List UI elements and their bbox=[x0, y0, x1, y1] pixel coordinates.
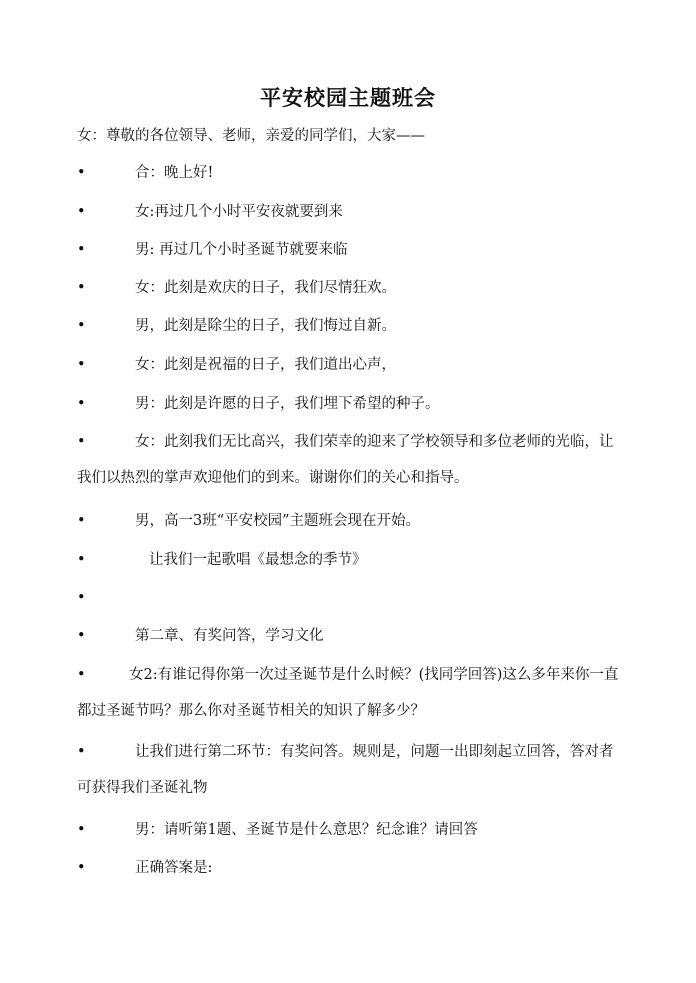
line-3 bbox=[77, 232, 622, 268]
line-5 bbox=[77, 308, 622, 344]
line-6 bbox=[77, 347, 622, 383]
bullet: • bbox=[77, 318, 86, 334]
line-10 bbox=[77, 542, 622, 578]
bullet: • bbox=[77, 280, 86, 296]
document-title: 平安校园主题班会 bbox=[260, 85, 436, 110]
line-9 bbox=[77, 503, 622, 539]
bullet: • bbox=[77, 434, 86, 450]
line-text: 女:再过几个小时平安夜就要到来 bbox=[135, 204, 343, 220]
bullet: • bbox=[77, 165, 86, 181]
bullet: • bbox=[77, 744, 86, 760]
bullet: • bbox=[77, 628, 86, 644]
bullet: • bbox=[77, 822, 86, 838]
line-1 bbox=[77, 155, 622, 191]
line-2 bbox=[77, 194, 622, 230]
bullet: • bbox=[77, 513, 86, 529]
line-8 bbox=[77, 424, 622, 496]
line-text: 女：此刻是祝福的日子，我们道出心声， bbox=[135, 357, 396, 373]
bullet: • bbox=[77, 667, 86, 683]
line-text: 女2:有谁记得你第一次过圣诞节是什么时候？(找同学回答)这么多年来你一直都过圣诞节吗？那么你对圣诞节相关的知识了解多少？ bbox=[77, 667, 619, 719]
bullet: • bbox=[77, 590, 86, 606]
line-text: 男，高一3班“平安校园”主题班会现在开始。 bbox=[135, 513, 421, 529]
line-12 bbox=[77, 618, 622, 654]
line-text: 男，此刻是除尘的日子，我们悔过自新。 bbox=[135, 318, 396, 334]
line-text: 正确答案是: bbox=[135, 860, 213, 876]
line-13 bbox=[77, 657, 622, 729]
line-text: 第二章、有奖问答，学习文化 bbox=[135, 628, 324, 644]
line-text: 合：晚上好! bbox=[135, 165, 214, 181]
bullet: • bbox=[77, 396, 86, 412]
bullet: • bbox=[77, 204, 86, 220]
line-16 bbox=[77, 850, 622, 886]
line-7 bbox=[77, 386, 622, 422]
bullet: • bbox=[77, 860, 86, 876]
line-text: 让我们一起歌唱《最想念的季节》 bbox=[149, 552, 367, 568]
line-text: 男：此刻是许愿的日子，我们埋下希望的种子。 bbox=[135, 396, 440, 412]
line-15 bbox=[77, 812, 622, 848]
line-4 bbox=[77, 270, 622, 306]
line-14 bbox=[77, 734, 622, 806]
line-text: 女：此刻我们无比高兴，我们荣幸的迎来了学校领导和多位老师的光临，让我们以热烈的掌声欢迎他们的到来。谢谢你们的关心和指导。 bbox=[77, 434, 614, 486]
line-text: 男: 再过几个小时圣诞节就要来临 bbox=[135, 242, 348, 258]
bullet: • bbox=[77, 357, 86, 373]
line-text: 女：此刻是欢庆的日子，我们尽情狂欢。 bbox=[135, 280, 396, 296]
bullet: • bbox=[77, 552, 86, 568]
line-text: 男：请听第1题、圣诞节是什么意思？纪念谁？请回答 bbox=[135, 822, 478, 838]
intro-line: 女：尊敬的各位领导、老师，亲爱的同学们，大家—— bbox=[77, 128, 425, 144]
line-text: 让我们进行第二环节：有奖问答。规则是，问题一出即刻起立回答，答对者可获得我们圣诞礼物 bbox=[77, 744, 614, 796]
bullet: • bbox=[77, 242, 86, 258]
